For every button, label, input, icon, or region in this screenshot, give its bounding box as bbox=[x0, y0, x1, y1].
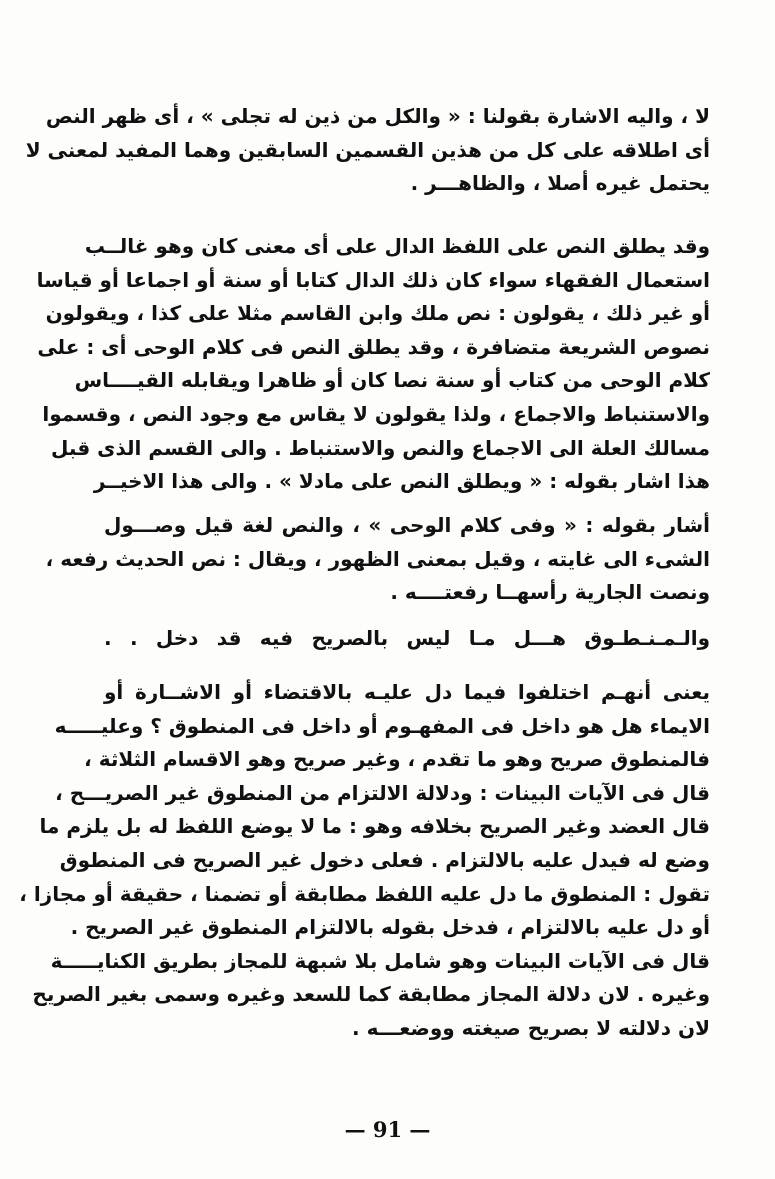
text-line: ونصت الجارية رأسهــا رفعتــــه . bbox=[390, 580, 710, 605]
text-line: وقد يطلق النص على اللفظ الدال على أى معنى كان وهو غالــب bbox=[84, 234, 710, 258]
text-line: فالمنطوق صريح وهو ما تقدم ، وغير صريح وهو الاقسام الثلاثة ، bbox=[84, 747, 710, 772]
text-line: يحتمل غيره أصلا ، والظاهـــر . bbox=[410, 171, 710, 196]
text-line: وضع له فيدل عليه بالالتزام . فعلى دخول غير الصريح فى المنطوق bbox=[59, 847, 710, 872]
text-line: كلام الوحى من كتاب أو سنة نصا كان أو ظاهرا ويقابله القيــــاس bbox=[74, 368, 710, 393]
paragraph-5 bbox=[19, 676, 710, 1046]
verse-line bbox=[104, 622, 710, 656]
text-line: قال العضد وغير الصريح بخلافه وهو : ما لا يوضع اللفظ له بل يلزم ما bbox=[39, 814, 710, 839]
text-line: الشىء الى غايته ، وقيل بمعنى الظهور ، ويقال : نص الحديث رفعه ، bbox=[45, 546, 710, 571]
text-line: أشار بقوله : « وفى كلام الوحى » ، والنص لغة قيل وصـــول bbox=[104, 513, 710, 537]
text-line: لان دلالته لا بصريح صيغته ووضعـــه . bbox=[352, 1015, 710, 1040]
paragraph-2 bbox=[36, 230, 710, 499]
text-line: وغيره . لان دلالة المجاز مطابقة كما للسعد وغيره وسمى بغير الصريح bbox=[32, 982, 710, 1007]
text-line: أى اطلاقه على كل من هذين القسمين السابقين وهما المفيد لمعنى لا bbox=[25, 137, 710, 162]
text-line: يعنى أنهـم اختلفوا فيما دل عليـه بالاقتضاء أو الاشــارة أو bbox=[104, 680, 710, 704]
text-line: مسالك العلة الى الاجماع والنص والاستنباط . والى القسم الذى قبل bbox=[51, 435, 710, 460]
text-line: استعمال الفقهاء سواء كان ذلك الدال كتابا أو سنة أو اجماعا أو قياسا bbox=[36, 267, 710, 292]
paragraph-1 bbox=[25, 100, 710, 201]
text-line: تقول : المنطوق ما دل عليه اللفظ مطابقة أو تضمنا ، حقيقة أو مجازا ، bbox=[19, 881, 710, 906]
text-line: والاستنباط والاجماع ، ولذا يقولون لا يقاس مع وجود النص ، وقسموا bbox=[42, 401, 710, 426]
text-line: الايماء هل هو داخل فى المفهـوم أو داخل فى المنطوق ؟ وعليـــــه bbox=[54, 713, 710, 738]
text-line: لا ، واليه الاشارة بقولنا : « والكل من ذين له تجلى » ، أى ظهر النص bbox=[45, 104, 710, 128]
text-line: قال فى الآيات البينات وهو شامل بلا شبهة للمجاز بطريق الكنايـــــة bbox=[50, 948, 710, 973]
paragraph-3 bbox=[45, 509, 710, 610]
text-line: أو دل عليه بالالتزام ، فدخل بقوله بالالتزام المنطوق غير الصريح . bbox=[70, 915, 710, 940]
text-line: نصوص الشريعة متضافرة ، وقد يطلق النص فى كلام الوحى أى : على bbox=[37, 334, 710, 359]
text-line: هذا اشار بقوله : « ويطلق النص على مادلا » . والى هذا الاخيــر bbox=[93, 469, 710, 494]
verse-text: والـمـنـطـوق هـــل مـا ليس بالصريح فيه قد دخل . . bbox=[104, 626, 710, 650]
text-line: أو غير ذلك ، يقولون : نص ملك وابن القاسم مثلا على كذا ، ويقولون bbox=[45, 301, 710, 326]
page-number: — 91 — bbox=[344, 1117, 431, 1142]
text-line: قال فى الآيات البينات : ودلالة الالتزام من المنطوق غير الصريـــح ، bbox=[55, 780, 710, 805]
